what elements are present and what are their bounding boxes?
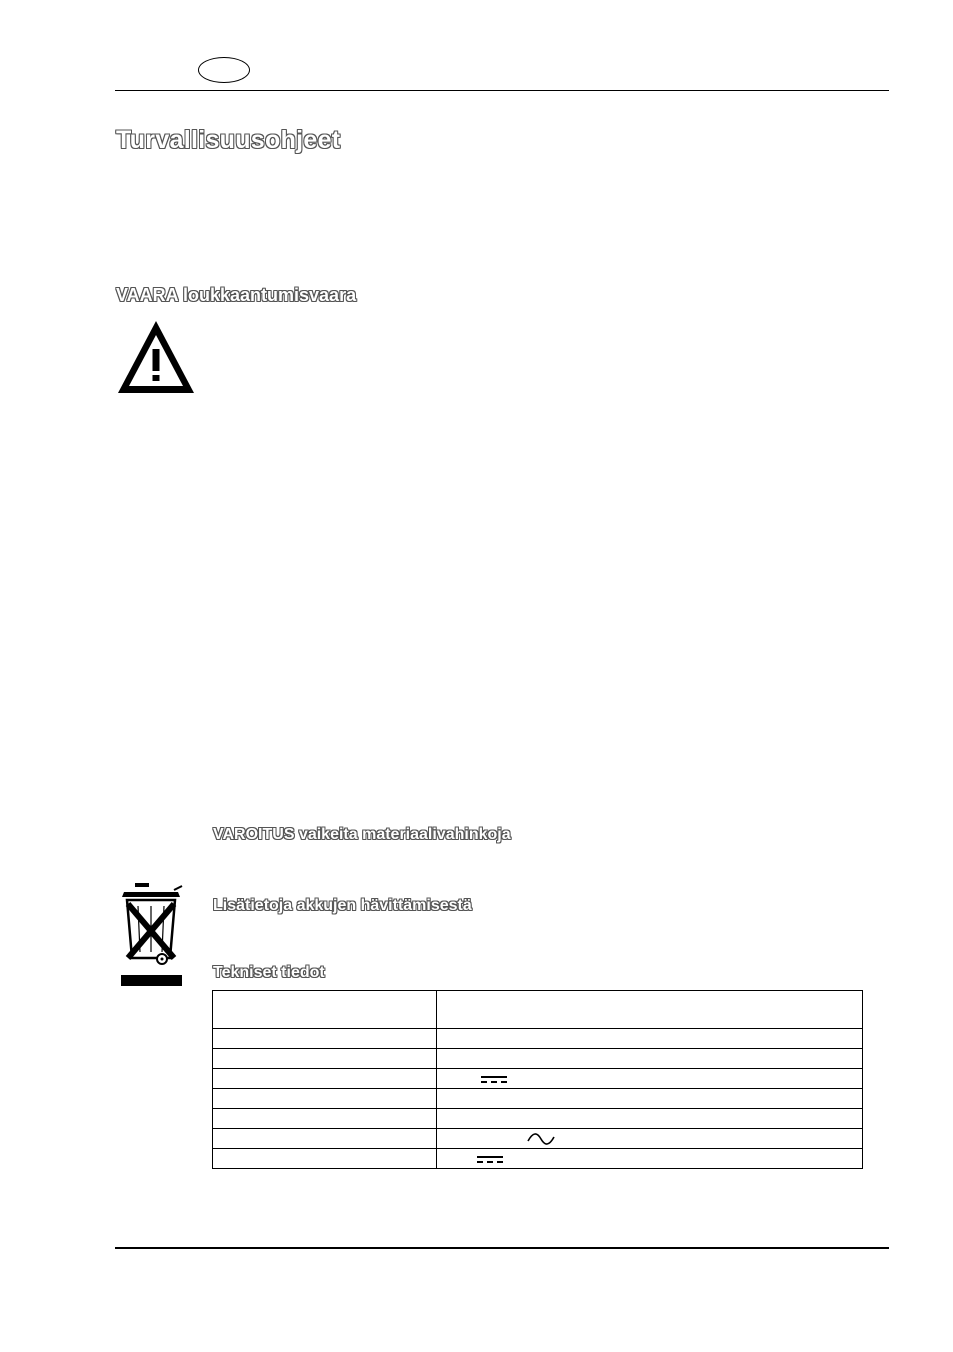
header-divider	[115, 90, 889, 91]
spec-label	[213, 1129, 437, 1149]
table-row	[213, 1089, 863, 1109]
direct-current-icon	[477, 1155, 503, 1165]
danger-heading: VAARA loukkaantumisvaara	[116, 285, 357, 305]
table-row	[213, 1109, 863, 1129]
direct-current-icon	[481, 1075, 507, 1085]
spec-label	[213, 1089, 437, 1109]
spec-value	[437, 1049, 863, 1069]
spec-value-cell	[437, 1129, 863, 1149]
warning-triangle-icon	[115, 318, 197, 396]
table-row	[213, 1069, 863, 1089]
language-badge	[198, 57, 250, 83]
specs-heading: Tekniset tiedot	[213, 964, 325, 981]
footer-divider	[115, 1247, 889, 1249]
table-row	[213, 1129, 863, 1149]
spec-value-cell	[437, 1069, 863, 1089]
spec-label	[213, 1029, 437, 1049]
page-title: Turvallisuusohjeet	[116, 126, 341, 154]
table-row	[213, 1049, 863, 1069]
spec-value	[437, 991, 863, 1029]
specs-table	[212, 990, 863, 1169]
table-row	[213, 1149, 863, 1169]
table-row	[213, 991, 863, 1029]
crossed-out-bin-icon	[118, 880, 184, 988]
disposal-heading: Lisätietoja akkujen hävittämisestä	[213, 897, 472, 914]
spec-label	[213, 991, 437, 1029]
alternating-current-icon	[527, 1132, 555, 1146]
spec-label	[213, 1049, 437, 1069]
spec-label	[213, 1109, 437, 1129]
spec-label	[213, 1149, 437, 1169]
spec-value	[437, 1109, 863, 1129]
warning-heading: VAROITUS vaikeita materiaalivahinkoja	[213, 826, 511, 843]
table-row	[213, 1029, 863, 1049]
spec-label	[213, 1069, 437, 1089]
spec-value-cell	[437, 1149, 863, 1169]
spec-value	[437, 1029, 863, 1049]
spec-value	[437, 1089, 863, 1109]
